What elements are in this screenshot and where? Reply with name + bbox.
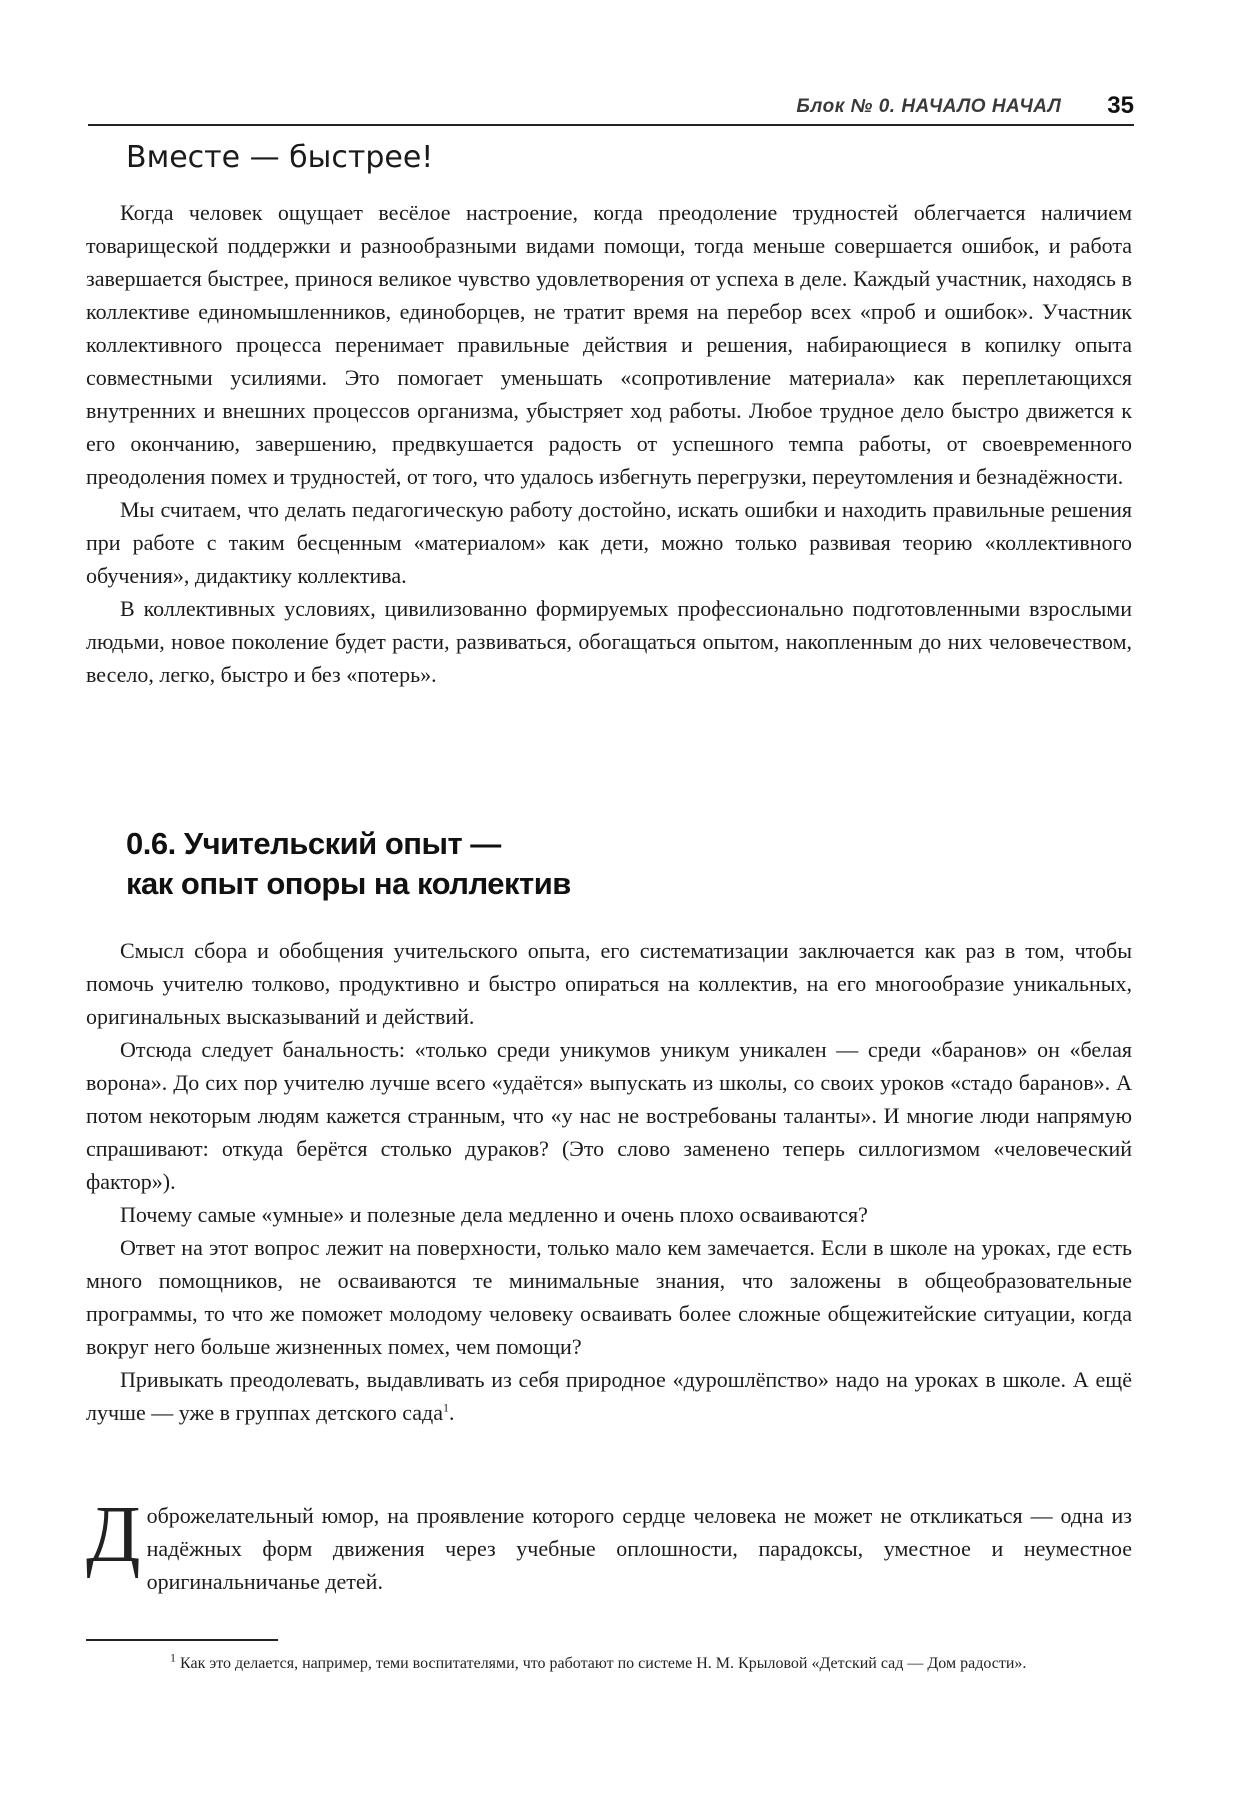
paragraph: Мы считаем, что делать педагогическую работу достойно, искать ошибки и находить правильные решения при работе с таким бесценным «материалом» как дети, можно только развивая теорию «коллективного обучения», дидактику коллектива. [86,497,1132,588]
footnote [86,1650,1132,1677]
paragraph-text: Привыкать преодолевать, выдавливать из себя природное «дурошлёпство» надо на уроках в школе. А ещё лучше — уже в группах детского сада [86,1367,1132,1425]
paragraph: Смысл сбора и обобщения учительского опыта, его систематизации заключается как раз в том, чтобы помочь учителю толково, продуктивно и быстро опираться на коллектив, на его многообразие уникальных, оригинальных высказываний и действий. [86,938,1132,1029]
paragraph: Когда человек ощущает весёлое настроение, когда преодоление трудностей облегчается наличием товарищеской поддержки и разнообразными видами помощи, тогда меньше совершается ошибок, и работа завершается быстрее, принося великое чувство удовлетворения от успеха в деле. Каждый участник, находясь в коллективе единомышленников, единоборцев, не тратит время на перебор всех «проб и ошибок». Участник коллективного процесса перенимает правильные действия и решения, набирающиеся в копилку опыта совместными усилиями. Это помогает уменьшать «сопротивление материала» как переплетающихся внутренних и внешних процессов организма, убыстряет ход работы. Любое трудное дело быстро движется к его окончанию, завершению, предвкушается радость от успешного темпа работы, от своевременного преодоления помех и трудностей, от того, что удалось избегнуть перегрузки, переутомления и безнадёжности. [86,200,1132,489]
paragraph: Ответ на этот вопрос лежит на поверхности, только мало кем замечается. Если в школе на уроках, где есть много помощников, не осваиваются те минимальные знания, что заложены в общеобразовательные программы, то что же поможет молодому человеку осваивать более сложные общежитейские ситуации, когда вокруг него больше жизненных помех, чем помощи? [86,1235,1132,1359]
paragraph-with-footnote: Привыкать преодолевать, выдавливать из себя природное «дурошлёпство» надо на уроках в школе. А ещё лучше — уже в группах детского сада$^1$. [86,1367,1132,1425]
section-title-line-1: 0.6. Учительский опыт — [126,826,501,861]
drop-cap-letter: Д [86,1491,141,1579]
subsection-title: Вместе — быстрее! [126,140,434,175]
drop-cap-paragraph-text: оброжелательный юмор, на проявление которого сердце человека не может не откликаться — одна из надёжных форм движения через учебные оплошности, парадоксы, уместное и неуместное оригинальничанье детей. [146,1503,1132,1594]
footnote-reference: 1 [442,1400,449,1415]
text-block-1 [86,196,1132,691]
paragraph: Почему самые «умные» и полезные дела медленно и очень плохо осваиваются? [120,1202,868,1227]
running-head: Блок № 0. НАЧАЛО НАЧАЛ [796,96,1062,117]
drop-cap-paragraph [86,1491,1132,1598]
footnote-divider [86,1639,278,1641]
section-title [126,824,571,904]
footnote-mark: 1 [170,1650,176,1665]
paragraph: Отсюда следует банальность: «только среди уникумов уникум уникален — среди «баранов» он «белая ворона». До сих пор учителю лучше всего «удаётся» выпускать из школы, со своих уроков «стадо баранов». А потом некоторым людям кажется странным, что «у нас не востребованы таланты». И многие люди напрямую спрашивают: откуда берётся столько дураков? (Это слово заменено теперь силлогизмом «человеческий фактор»). [86,1037,1132,1194]
section-title-line-2: как опыт опоры на коллектив [126,866,571,901]
paragraph: В коллективных условиях, цивилизованно формируемых профессионально подготовленными взрослыми людьми, новое поколение будет расти, развиваться, обогащаться опытом, накопленным до них человечеством, весело, легко, быстро и без «потерь». [86,596,1132,687]
footnote-text: Как это делается, например, теми воспитателями, что работают по системе Н. М. Крыловой «Детский сад — Дом радости». [180,1655,1027,1672]
page-number: 35 [1107,92,1134,119]
text-block-2 [86,934,1132,1429]
page-header [88,90,1134,126]
